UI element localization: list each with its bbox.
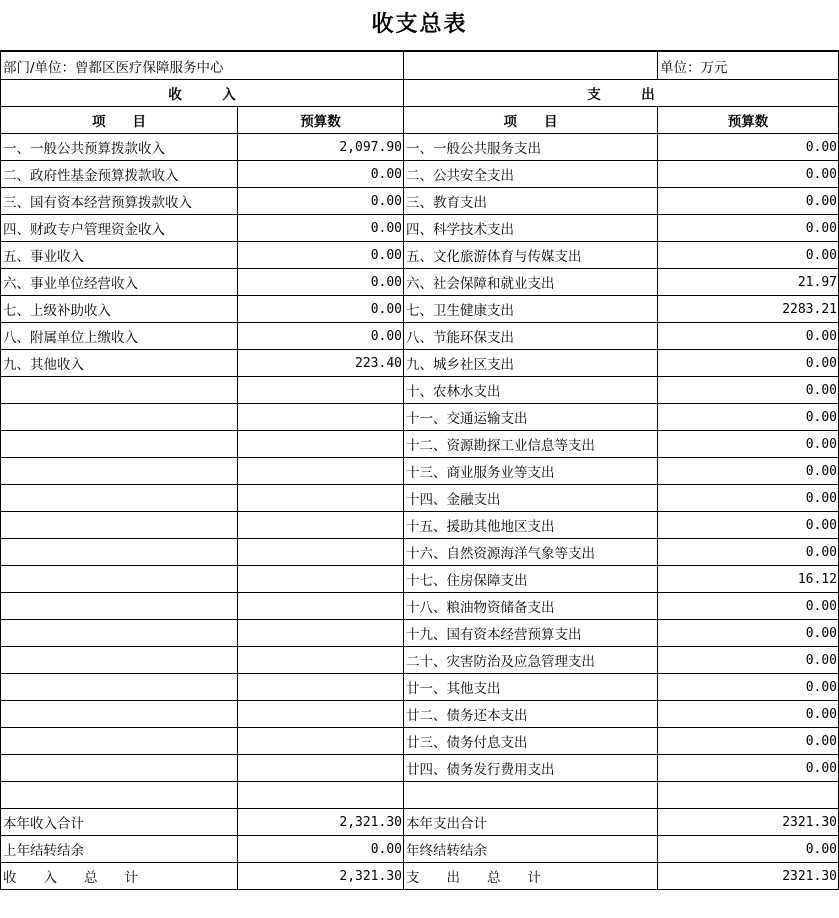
expense-item-cell: 廿三、债务付息支出 [404,728,658,755]
table-row [1,863,839,890]
income-budget-cell: 2,321.30 [238,863,404,890]
table-row [1,809,839,836]
income-item-cell [1,485,238,512]
income-item-cell: 一、一般公共预算拨款收入 [1,134,238,161]
expense-budget-cell: 0.00 [658,701,839,728]
income-budget-cell [238,701,404,728]
expense-budget-cell: 2283.21 [658,296,839,323]
table-row [1,134,839,161]
income-budget-cell [238,647,404,674]
expense-item-cell: 十八、粮油物资储备支出 [404,593,658,620]
income-item-cell [1,593,238,620]
income-budget-cell [238,620,404,647]
income-budget-cell [238,728,404,755]
income-budget-cell [238,431,404,458]
expense-item-cell: 二十、灾害防治及应急管理支出 [404,647,658,674]
table-row [1,539,839,566]
income-item-cell: 三、国有资本经营预算拨款收入 [1,188,238,215]
income-budget-cell: 223.40 [238,350,404,377]
meta-spacer [404,52,658,80]
expense-budget-cell: 0.00 [658,350,839,377]
table-row [1,674,839,701]
income-item-cell: 本年收入合计 [1,809,238,836]
expense-item-cell: 二、公共安全支出 [404,161,658,188]
table-row [1,485,839,512]
table-row [1,512,839,539]
income-item-cell [1,404,238,431]
income-budget-cell [238,539,404,566]
page-title: 收支总表 [0,0,839,51]
table-row [1,188,839,215]
expense-budget-cell: 0.00 [658,134,839,161]
expense-budget-cell: 0.00 [658,620,839,647]
table-row [1,296,839,323]
income-item-cell [1,728,238,755]
income-budget-cell: 0.00 [238,242,404,269]
expense-item-cell: 年终结转结余 [404,836,658,863]
income-budget-cell [238,674,404,701]
income-budget-cell [238,755,404,782]
table-row [1,323,839,350]
expense-budget-cell: 0.00 [658,647,839,674]
table-row [1,161,839,188]
expense-budget-cell: 0.00 [658,431,839,458]
expense-item-cell: 十五、援助其他地区支出 [404,512,658,539]
income-item-cell [1,755,238,782]
income-item-cell [1,377,238,404]
expense-budget-cell: 0.00 [658,404,839,431]
expense-budget-cell: 0.00 [658,836,839,863]
income-item-cell [1,566,238,593]
expense-budget-cell: 2321.30 [658,863,839,890]
income-item-cell [1,701,238,728]
income-item-cell [1,458,238,485]
column-header-row [1,107,839,134]
income-budget-cell [238,782,404,809]
department-label: 部门/单位：曾都区医疗保障服务中心 [1,52,404,80]
income-item-cell [1,674,238,701]
expense-budget-cell: 0.00 [658,728,839,755]
expense-item-cell: 四、科学技术支出 [404,215,658,242]
income-item-cell [1,512,238,539]
income-budget-cell: 0.00 [238,296,404,323]
expense-budget-cell: 0.00 [658,323,839,350]
expense-item-cell: 本年支出合计 [404,809,658,836]
income-budget-cell: 2,321.30 [238,809,404,836]
expense-item-cell: 廿一、其他支出 [404,674,658,701]
table-row [1,620,839,647]
expense-budget-cell [658,782,839,809]
expense-item-cell [404,782,658,809]
expense-item-cell: 五、文化旅游体育与传媒支出 [404,242,658,269]
income-item-cell [1,647,238,674]
income-budget-cell [238,512,404,539]
expense-item-cell: 十三、商业服务业等支出 [404,458,658,485]
table-row [1,269,839,296]
expense-budget-cell: 21.97 [658,269,839,296]
expense-budget-header: 预算数 [658,107,839,134]
expense-item-cell: 十二、资源勘探工业信息等支出 [404,431,658,458]
income-budget-cell: 0.00 [238,269,404,296]
expense-budget-cell: 0.00 [658,215,839,242]
expense-item-header: 项 目 [404,107,658,134]
expense-item-cell: 十六、自然资源海洋气象等支出 [404,539,658,566]
expense-item-cell: 十九、国有资本经营预算支出 [404,620,658,647]
expense-item-cell: 六、社会保障和就业支出 [404,269,658,296]
expense-item-cell: 九、城乡社区支出 [404,350,658,377]
expense-budget-cell: 2321.30 [658,809,839,836]
income-budget-cell: 0.00 [238,215,404,242]
table-row [1,242,839,269]
income-item-cell: 二、政府性基金预算拨款收入 [1,161,238,188]
expense-budget-cell: 0.00 [658,485,839,512]
table-row [1,404,839,431]
table-row [1,431,839,458]
income-budget-cell: 0.00 [238,323,404,350]
income-budget-cell: 0.00 [238,836,404,863]
summary-table [0,51,839,890]
expense-section-header: 支 出 [404,80,839,107]
expense-budget-cell: 0.00 [658,242,839,269]
table-row [1,593,839,620]
expense-budget-cell: 0.00 [658,539,839,566]
table-row [1,782,839,809]
expense-budget-cell: 0.00 [658,377,839,404]
expense-budget-cell: 0.00 [658,161,839,188]
expense-item-cell: 十一、交通运输支出 [404,404,658,431]
expense-item-cell: 支 出 总 计 [404,863,658,890]
expense-item-cell: 八、节能环保支出 [404,323,658,350]
income-item-cell [1,782,238,809]
expense-budget-cell: 0.00 [658,512,839,539]
income-item-cell [1,539,238,566]
expense-budget-cell: 16.12 [658,566,839,593]
table-row [1,350,839,377]
expense-budget-cell: 0.00 [658,188,839,215]
income-item-cell: 六、事业单位经营收入 [1,269,238,296]
income-item-cell: 七、上级补助收入 [1,296,238,323]
income-budget-cell [238,566,404,593]
meta-row [1,52,839,80]
income-item-cell: 收 入 总 计 [1,863,238,890]
section-header-row [1,80,839,107]
table-row [1,728,839,755]
expense-item-cell: 廿四、债务发行费用支出 [404,755,658,782]
expense-item-cell: 廿二、债务还本支出 [404,701,658,728]
expense-item-cell: 七、卫生健康支出 [404,296,658,323]
income-section-header: 收 入 [1,80,404,107]
table-row [1,836,839,863]
income-item-cell [1,620,238,647]
table-row [1,215,839,242]
income-budget-header: 预算数 [238,107,404,134]
table-row [1,701,839,728]
table-row [1,458,839,485]
table-row [1,566,839,593]
unit-label: 单位：万元 [658,52,839,80]
income-budget-cell: 0.00 [238,188,404,215]
table-row [1,755,839,782]
expense-item-cell: 十、农林水支出 [404,377,658,404]
expense-item-cell: 三、教育支出 [404,188,658,215]
expense-item-cell: 十七、住房保障支出 [404,566,658,593]
income-budget-cell [238,377,404,404]
income-budget-cell [238,485,404,512]
income-item-cell: 五、事业收入 [1,242,238,269]
income-budget-cell [238,458,404,485]
income-item-cell: 八、附属单位上缴收入 [1,323,238,350]
expense-item-cell: 十四、金融支出 [404,485,658,512]
table-row [1,377,839,404]
income-item-cell: 九、其他收入 [1,350,238,377]
income-item-cell: 四、财政专户管理资金收入 [1,215,238,242]
table-row [1,647,839,674]
expense-budget-cell: 0.00 [658,593,839,620]
income-budget-cell: 0.00 [238,161,404,188]
income-budget-cell [238,404,404,431]
income-budget-cell [238,593,404,620]
income-budget-cell: 2,097.90 [238,134,404,161]
expense-item-cell: 一、一般公共服务支出 [404,134,658,161]
income-item-cell [1,431,238,458]
expense-budget-cell: 0.00 [658,674,839,701]
income-item-cell: 上年结转结余 [1,836,238,863]
expense-budget-cell: 0.00 [658,755,839,782]
expense-budget-cell: 0.00 [658,458,839,485]
income-item-header: 项 目 [1,107,238,134]
